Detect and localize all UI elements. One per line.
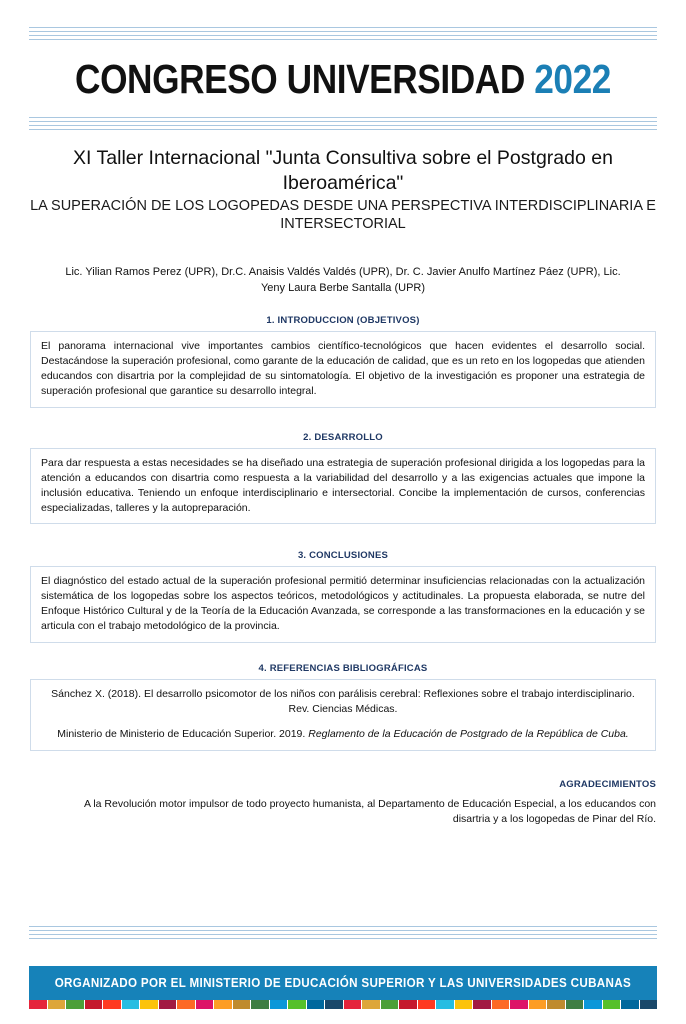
rule-line [29,926,657,927]
rule-line [29,125,657,126]
section-referencias [0,663,686,751]
sdg-color-swatch [529,1000,547,1009]
footer-organizer-bar [29,966,657,1000]
sdg-color-swatch [584,1000,602,1009]
section-heading-introduccion: 1. INTRODUCCION (OBJETIVOS) [266,315,420,327]
sdg-color-swatch [307,1000,325,1009]
sdg-color-swatch [492,1000,510,1009]
sdg-color-swatch [418,1000,436,1009]
rule-line [29,35,657,36]
reference-entry: Sánchez X. (2018). El desarrollo psicomotor de los niños con parálisis cerebral: Reflexiones sobre el trabajo interdisciplinario. Rev. Ciencias Médicas. [51,688,635,715]
footer-organizer-text: ORGANIZADO POR EL MINISTERIO DE EDUCACIÓN SUPERIOR Y LAS UNIVERSIDADES CUBANAS [54,976,632,990]
spacer [0,524,686,550]
sdg-color-swatch [436,1000,454,1009]
sdg-color-swatch [177,1000,195,1009]
section-body-introduccion [30,331,656,408]
reference-entry-plain: Ministerio de Ministerio de Educación Superior. 2019. [57,727,309,740]
authors-line: Lic. Yilian Ramos Perez (UPR), Dr.C. Anaisis Valdés Valdés (UPR), Dr. C. Javier Anulfo Martínez Páez (UPR), Lic. Yeny Laura Berbe Santalla (UPR) [65,266,621,295]
poster-footer [0,926,686,1024]
spacer [0,643,686,663]
sdg-color-swatch [344,1000,362,1009]
sdg-color-swatch [66,1000,84,1009]
rule-line [29,121,657,122]
sdg-color-swatch [159,1000,177,1009]
section-agradecimientos [0,779,686,827]
section-heading-conclusiones: 3. CONCLUSIONES [297,550,389,562]
spacer [0,1009,686,1024]
sdg-color-swatch [547,1000,565,1009]
title-block [0,130,686,233]
sdg-color-swatch [603,1000,621,1009]
poster-main-title: XI Taller Internacional "Junta Consultiva sobre el Postgrado en Iberoamérica" [73,147,613,194]
paragraph: El panorama internacional vive importantes cambios científico-tecnológicos que hacen evidentes el desarrollo social. Destacándose la superación profesional, como garante de la educación de calidad, que es un reto en los logopedas que atienden educandos con disartria por la complejidad de su sintomatología. El objetivo de la investigación es proponer una estrategia de superación profesional que garantice su desarrollo integral. [41,340,645,397]
rule-line [29,31,657,32]
reference-entry [41,727,645,742]
sdg-color-swatch [251,1000,269,1009]
sdg-color-swatch [362,1000,380,1009]
spacer [0,408,686,432]
section-body-desarrollo [30,448,656,525]
rule-line [29,930,657,931]
paragraph: Para dar respuesta a estas necesidades se ha diseñado una estrategia de superación profesional dirigida a los logopedas para la atención a educandos con disartria como respuesta a la variabilidad del desarrollo y a las exigencias actuales que impone la inclusión educativa. Teniendo un enfoque interdisciplinario e intersectorial. Concibe la implementación de cursos, conferencias especializadas, talleres y la autopreparación. [41,456,645,514]
sdg-color-swatch [288,1000,306,1009]
sdg-color-strip [29,1000,657,1009]
sdg-color-swatch [140,1000,158,1009]
section-desarrollo [0,432,686,525]
section-introduccion [0,315,686,408]
section-heading-agradecimientos: AGRADECIMIENTOS [559,778,656,790]
sdg-color-swatch [85,1000,103,1009]
rule-line [29,934,657,935]
congress-year: 2022 [534,56,611,102]
paragraph: El diagnóstico del estado actual de la superación profesional permitió determinar insuficiencias relacionadas con la actualización sistemática de los logopedas sobre los aspectos teóricos, metodológicos y actitudinales. La propuesta elaborada, se nutre del Enfoque Histórico Cultural y de la Teoría de la Educación Avanzada, se corresponde a las transformaciones en la educación y se articula con el trabajo metodológico de la provincia. [41,575,645,633]
sdg-color-swatch [455,1000,473,1009]
sdg-color-swatch [473,1000,491,1009]
footer-rule-group [29,926,657,939]
sdg-color-swatch [621,1000,639,1009]
rule-line [29,117,657,118]
sdg-color-swatch [103,1000,121,1009]
section-heading-referencias: 4. REFERENCIAS BIBLIOGRÁFICAS [258,663,428,675]
sdg-color-swatch [325,1000,343,1009]
section-body-agradecimientos: A la Revolución motor impulsor de todo proyecto humanista, al Departamento de Educación Especial, a los educandos con disartria y a los logopedas de Pinar del Río. [84,797,656,825]
sdg-color-swatch [640,1000,658,1009]
sdg-color-swatch [214,1000,232,1009]
sdg-color-swatch [48,1000,66,1009]
reference-entry-italic: Reglamento de la Educación de Postgrado de la República de Cuba. [308,727,629,740]
masthead [0,0,686,130]
sdg-color-swatch [233,1000,251,1009]
sdg-color-swatch [29,1000,47,1009]
section-heading-desarrollo: 2. DESARROLLO [303,431,383,443]
sdg-color-swatch [122,1000,140,1009]
sdg-color-swatch [270,1000,288,1009]
spacer [0,297,686,315]
sdg-color-swatch [399,1000,417,1009]
sdg-color-swatch [566,1000,584,1009]
section-body-conclusiones [30,566,656,643]
sdg-color-swatch [510,1000,528,1009]
masthead-bottom-rule-group [29,117,657,130]
congress-masthead-title [48,40,638,117]
spacer [0,751,686,779]
poster-sub-title: LA SUPERACIÓN DE LOS LOGOPEDAS DESDE UNA PERSPECTIVA INTERDISCIPLINARIA E INTERSECTORIAL [30,197,656,232]
top-rule-group [29,27,657,40]
sdg-color-swatch [381,1000,399,1009]
section-conclusiones [0,550,686,643]
congress-name: CONGRESO UNIVERSIDAD [75,56,525,102]
rule-line [29,27,657,28]
spacer [0,939,686,966]
sdg-color-swatch [196,1000,214,1009]
section-body-referencias [30,679,656,751]
